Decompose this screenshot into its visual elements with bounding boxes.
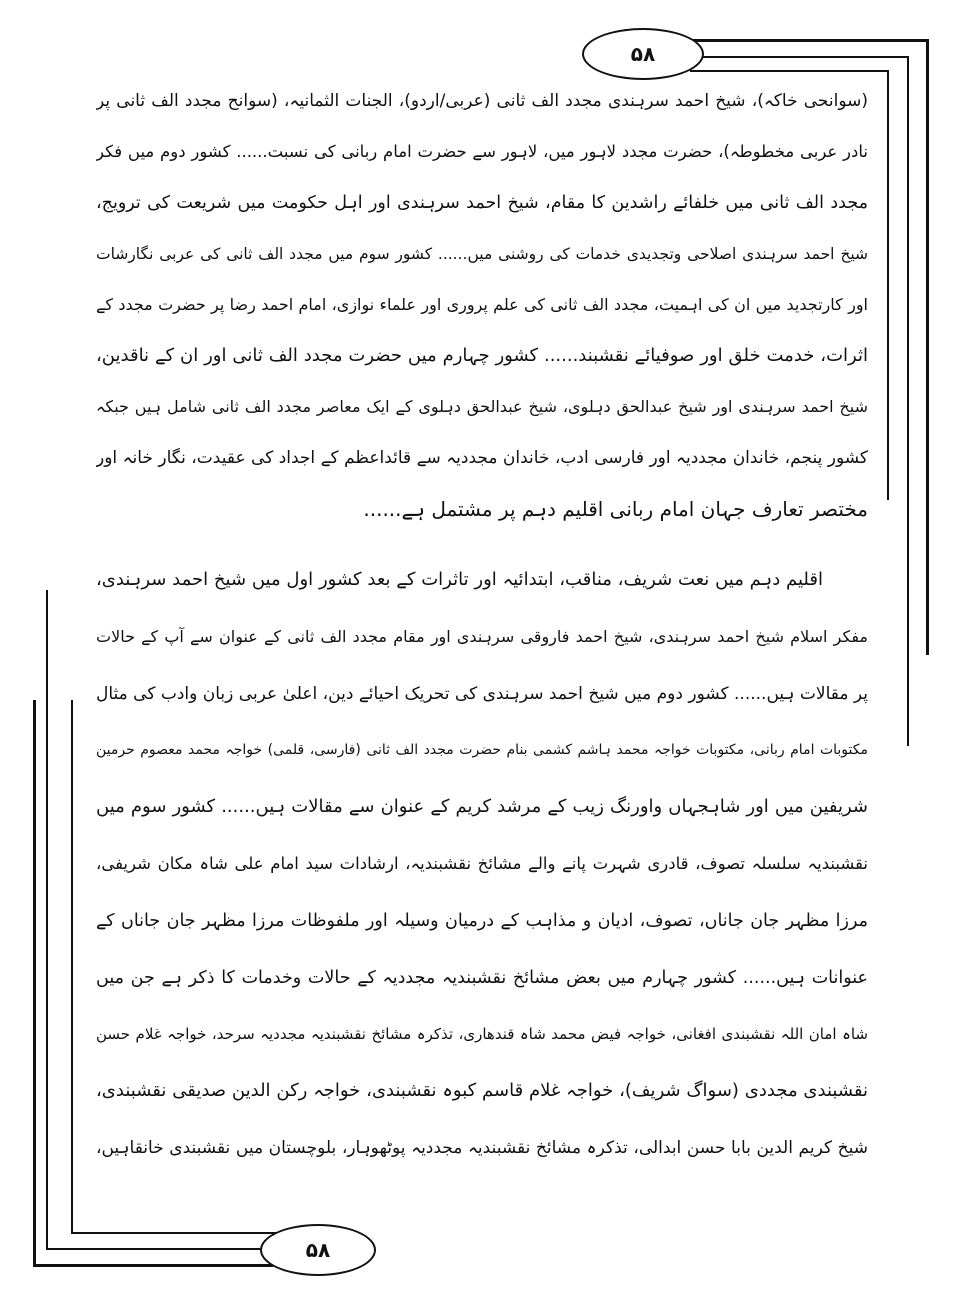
text-line: مکتوبات امام ربانی، مکتوبات خواجہ محمد ہاشم کشمی بنام حضرت مجدد الف ثانی (فارسی، قلمی) خواجہ محمد معصوم حرمین (96, 742, 868, 759)
frame-line-left-inner (71, 700, 73, 1234)
page-number-top (582, 28, 704, 80)
text-line: نقشبندیہ سلسلہ تصوف، قادری شہرت پانے والے مشائخ نقشبندیہ، ارشادات سید امام علی شاہ مکان شریفی، (96, 854, 868, 873)
text-line: کشور پنجم، خاندان مجددیہ اور فارسی ادب، خاندان مجددیہ سے قائداعظم کے اجداد کی عقیدت، نگار خانہ اور (96, 448, 868, 468)
frame-line-right-outer (926, 39, 929, 655)
frame-line-top-inner (690, 70, 889, 72)
text-line: پر مقالات ہیں...... کشور دوم میں شیخ احمد سرہندی کی تحریک احیائے دین، اعلیٰ عربی زبان وادب کی مثال (96, 683, 868, 704)
text-line: مختصر تعارف جہان امام ربانی اقلیم دہم پر مشتمل ہے...... (363, 497, 868, 521)
page-number-top-text: ۵۸ (630, 42, 656, 66)
text-line: اقلیم دہم میں نعت شریف، مناقب، ابتدائیہ اور تاثرات کے بعد کشور اول میں شیخ احمد سرہندی، (96, 569, 823, 590)
text-line: نقشبندی مجددی (سواگ شریف)، خواجہ غلام قاسم کبوہ نقشبندی، خواجہ رکن الدین صدیقی نقشبندی، (96, 1080, 868, 1102)
text-line: مجدد الف ثانی میں خلفائے راشدین کا مقام، شیخ احمد سرہندی اور اہل حکومت میں شریعت کی ترویج، (96, 193, 868, 213)
frame-line-top-outer (690, 39, 929, 42)
text-line: عنوانات ہیں...... کشور چہارم میں بعض مشائخ نقشبندیہ مجددیہ کے حالات وخدمات کا ذکر ہے جن میں (96, 967, 868, 988)
text-line: شیخ احمد سرہندی اور شیخ عبدالحق دہلوی، شیخ عبدالحق دہلوی کے ایک معاصر مجدد الف ثانی شامل ہیں جبکہ (96, 397, 868, 416)
frame-line-bottom-middle (46, 1248, 266, 1250)
page-number-bottom-text: ۵۸ (305, 1238, 331, 1262)
text-line: نادر عربی مخطوطہ)، حضرت مجدد لاہور میں، لاہور سے حضرت امام ربانی کی نسبت...... کشور دوم میں فکر (96, 142, 868, 161)
frame-line-right-middle (907, 56, 909, 746)
text-line: مفکر اسلام شیخ احمد سرہندی، شیخ احمد فاروقی سرہندی اور مقام مجدد الف ثانی کے عنوان سے آپ کے حالات (96, 626, 868, 646)
text-line: شریفین میں اور شاہجہاں واورنگ زیب کے مرشد کریم کے عنوان سے مقالات ہیں...... کشور سوم میں (96, 796, 868, 818)
text-line: شیخ کریم الدین بابا حسن ابدالی، تذکرہ مشائخ نقشبندیہ مجددیہ پوٹھوہار، بلوچستان میں نقشبندی خانقاہیں، (96, 1138, 868, 1158)
text-line: شاہ امان اللہ نقشبندی افغانی، خواجہ فیض محمد شاہ قندھاری، تذکرہ مشائخ نقشبندیہ مجددیہ سرحد، خواجہ غلام حسن (96, 1025, 868, 1044)
frame-line-left-middle (46, 590, 48, 1250)
frame-line-top-middle (695, 56, 909, 58)
frame-line-left-outer (33, 700, 36, 1267)
frame-line-right-inner (887, 70, 889, 500)
frame-line-bottom-outer (33, 1264, 273, 1267)
text-line: (سوانحی خاکہ)، شیخ احمد سرہندی مجدد الف ثانی (عربی/اردو)، الجنات الثمانیہ، (سوانح مجدد الف ثانی پر (96, 91, 868, 111)
text-line: اور کارتجدید میں ان کی اہمیت، مجدد الف ثانی کی علم پروری اور علماء نوازی، امام احمد رضا پر حضرت مجدد کے (96, 295, 868, 314)
frame-line-bottom-inner (71, 1232, 281, 1234)
text-line: اثرات، خدمت خلق اور صوفیائے نقشبند...... کشور چہارم میں حضرت مجدد الف ثانی اور ان کے ناقدین، (96, 345, 868, 366)
text-line: شیخ احمد سرہندی اصلاحی وتجدیدی خدمات کی روشنی میں...... کشور سوم میں مجدد الف ثانی کی عربی نگارشات (96, 245, 868, 263)
text-line: مرزا مظہر جان جاناں، تصوف، ادیان و مذاہب کے درمیان وسیلہ اور ملفوظات مرزا مظہر جان جاناں کے (96, 910, 868, 931)
page-number-bottom (260, 1224, 376, 1276)
